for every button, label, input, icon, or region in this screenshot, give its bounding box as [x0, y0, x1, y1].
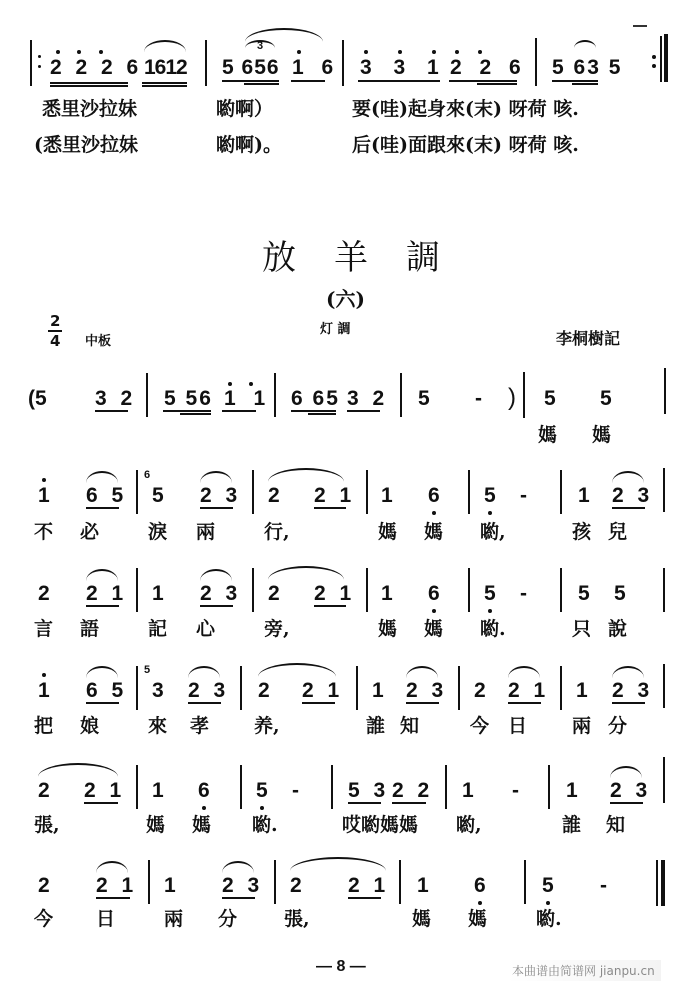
time-sig-top: 2: [50, 312, 61, 330]
note: 1: [152, 779, 164, 802]
time-sig-bottom: 4: [50, 332, 61, 350]
dash: -: [512, 779, 519, 802]
note-group: 3 2: [347, 387, 389, 410]
lyric: 媽: [378, 521, 398, 543]
lyric: 喲,: [480, 521, 506, 543]
underline: [188, 702, 221, 704]
lyric: 旁,: [264, 618, 290, 640]
scan-mark: [633, 25, 647, 27]
lyric: 孩: [572, 521, 592, 543]
note-group: 2 3: [200, 582, 242, 605]
slur: [144, 40, 186, 52]
slur: [86, 569, 118, 581]
underline: [200, 605, 233, 607]
slur: [508, 666, 540, 678]
note: 5: [544, 387, 556, 410]
underline: [291, 80, 325, 82]
note-group: 5 56: [164, 387, 213, 410]
octave-dot: [77, 50, 81, 54]
lyric-line2-c: 后(哇)面跟來(末) 呀荷 咳.: [352, 134, 579, 156]
lyric: 分: [218, 908, 238, 930]
note: 1: [381, 582, 393, 605]
slur: [86, 666, 118, 678]
dash: -: [520, 582, 527, 605]
underline: [95, 410, 128, 412]
lyric: 兒: [608, 521, 628, 543]
lyric: 行,: [264, 521, 290, 543]
low-octave-dot: [432, 511, 436, 515]
lyric: 淚: [148, 521, 168, 543]
slur: [574, 40, 596, 48]
note: 2: [258, 679, 270, 702]
underline: [477, 83, 517, 85]
lyric: 媽: [468, 908, 488, 930]
low-octave-dot: [432, 609, 436, 613]
low-octave-dot: [478, 901, 482, 905]
barline: [136, 666, 138, 710]
note-group: 2 1: [86, 582, 128, 605]
underline: [406, 702, 439, 704]
note: 5: [152, 484, 164, 507]
barline: [136, 568, 138, 612]
notes-measure-2b: 1 6: [292, 56, 340, 79]
lyric: 誰: [366, 715, 386, 737]
final-barline-thin: [656, 860, 658, 906]
genre-label: 灯 調: [320, 322, 351, 337]
dash: -: [600, 874, 607, 897]
dash: -: [292, 779, 299, 802]
note-group: 5 3: [348, 779, 390, 802]
underline: [302, 702, 335, 704]
note: 1: [372, 679, 384, 702]
lyric-line1-c: 要(哇)起身來(末) 呀荷 咳.: [352, 98, 579, 120]
note-group: 6 5: [86, 679, 128, 702]
underline: [222, 410, 256, 412]
barline: [240, 765, 242, 809]
note-group: 2 1: [302, 679, 344, 702]
barline: [356, 666, 358, 710]
slur: [200, 471, 232, 483]
note: (5: [28, 387, 47, 410]
barline: [523, 372, 525, 418]
tempo-marking: 中板: [85, 334, 112, 349]
underline: [508, 702, 541, 704]
song-title: 放羊調: [262, 238, 478, 278]
tie: [38, 763, 118, 777]
slur: [610, 766, 642, 778]
note: 1: [152, 582, 164, 605]
barline: [331, 765, 333, 809]
barline: [663, 468, 665, 512]
underline: [347, 410, 380, 412]
note-group: 2 1: [508, 679, 550, 702]
slur: [612, 471, 644, 483]
lyric: 誰: [562, 814, 582, 836]
low-octave-dot: [546, 901, 550, 905]
note: 5: [578, 582, 590, 605]
octave-dot: [56, 50, 60, 54]
notes-measure-1: 2 2 2 6: [50, 56, 143, 79]
barline: [252, 568, 254, 612]
underline: [180, 413, 211, 415]
note-group: 2 3: [188, 679, 230, 702]
lyric: 只: [572, 618, 592, 640]
note: 1: [566, 779, 578, 802]
grace-note: 6: [144, 469, 151, 481]
barline: [535, 38, 537, 86]
low-octave-dot: [260, 806, 264, 810]
underline: [86, 702, 119, 704]
note: 5: [418, 387, 430, 410]
barline: [663, 757, 665, 803]
lyric: 喲.: [480, 618, 506, 640]
lyric: 來: [148, 715, 168, 737]
underline: [86, 605, 119, 607]
lyric: 不: [34, 521, 54, 543]
note: 2: [268, 484, 280, 507]
underline: [96, 897, 130, 899]
note: 1: [38, 484, 50, 507]
note: 5: [542, 874, 554, 897]
lyric: 語: [80, 618, 100, 640]
low-octave-dot: [488, 511, 492, 515]
slur: [612, 666, 644, 678]
lyric: 兩: [572, 715, 592, 737]
note: 6: [428, 582, 440, 605]
lyric: 孝: [190, 715, 210, 737]
lyric-line1-b: 喲啊）: [216, 98, 274, 120]
lyric: 知: [400, 715, 420, 737]
lyric: 心: [196, 618, 216, 640]
slur: [222, 861, 254, 873]
tie: [290, 857, 386, 871]
lyric-line2-b: 喲啊)。: [216, 134, 282, 156]
lyric: 媽: [538, 424, 558, 446]
lyric: 把: [34, 715, 54, 737]
final-barline-thick: [661, 860, 665, 906]
note-group: 2 3: [610, 779, 652, 802]
underline: [308, 413, 336, 415]
note-group: 2 3: [612, 679, 654, 702]
lyric-line2-a: (悉里沙拉妹: [34, 134, 138, 156]
lyric: 今: [470, 715, 490, 737]
lyric: 媽: [192, 814, 212, 836]
lyric: 張,: [34, 814, 60, 836]
note: 2: [290, 874, 302, 897]
note: 5: [256, 779, 268, 802]
note-group: 2 1: [96, 874, 138, 897]
lyric: 日: [508, 715, 528, 737]
repeat-barline: [660, 36, 662, 82]
note-group: 6 5: [86, 484, 128, 507]
barline: [664, 368, 666, 414]
note: 1: [417, 874, 429, 897]
octave-dot: [249, 382, 253, 386]
lyric: 張,: [284, 908, 310, 930]
note: 2: [474, 679, 486, 702]
octave-dot: [99, 50, 103, 54]
lyric: 喲.: [536, 908, 562, 930]
lyric-line1-a: 悉里沙拉妹: [42, 98, 138, 120]
barline: [458, 666, 460, 710]
underline: [50, 85, 128, 87]
paren: ): [508, 384, 516, 411]
underline: [612, 507, 645, 509]
underline: [449, 80, 517, 82]
note-group: 1 1: [224, 387, 272, 410]
lyric: 媽: [378, 618, 398, 640]
slur: [96, 861, 128, 873]
barline: [560, 470, 562, 514]
underline: [142, 85, 187, 87]
underline: [314, 605, 346, 607]
underline: [50, 82, 128, 84]
note: 6: [198, 779, 210, 802]
octave-dot: [42, 673, 46, 677]
barline: [548, 765, 550, 809]
underline: [348, 897, 381, 899]
slur: [406, 666, 438, 678]
barline: [663, 568, 665, 612]
barline: [274, 860, 276, 904]
lyric: 兩: [196, 521, 216, 543]
note-group: 2 1: [314, 484, 356, 507]
note: 5: [614, 582, 626, 605]
tie: [268, 566, 344, 580]
slur: [200, 569, 232, 581]
underline: [572, 83, 598, 85]
lyric: 兩: [164, 908, 184, 930]
triplet-mark: 3: [257, 40, 264, 52]
octave-dot: [455, 50, 459, 54]
barline: [240, 666, 242, 710]
octave-dot: [398, 50, 402, 54]
note: 6: [428, 484, 440, 507]
note: 6: [474, 874, 486, 897]
notes-measure-2: 5 656: [222, 56, 280, 79]
watermark: 本曲谱由简谱网 jianpu.cn: [506, 960, 661, 981]
repeat-dot: [652, 55, 656, 59]
barline: [524, 860, 526, 904]
note: 1: [381, 484, 393, 507]
octave-dot: [297, 50, 301, 54]
barline: [136, 470, 138, 514]
barline: [252, 470, 254, 514]
underline: [86, 507, 119, 509]
repeat-barline-thick: [664, 34, 668, 82]
note: 2: [38, 874, 50, 897]
barline: [560, 568, 562, 612]
lyric: 記: [148, 618, 168, 640]
notes-measure-4: 5 63 5: [552, 56, 623, 79]
note: 1: [38, 679, 50, 702]
notes-measure-1b: 1612: [144, 56, 187, 79]
barline: [342, 40, 344, 86]
note-group: 2 1: [314, 582, 356, 605]
lyric: 今: [34, 908, 54, 930]
barline: [148, 860, 150, 904]
note: 1: [164, 874, 176, 897]
barline: [399, 860, 401, 904]
barline: [30, 40, 32, 86]
barline: [468, 470, 470, 514]
octave-dot: [228, 382, 232, 386]
note-group: 6 65: [291, 387, 340, 410]
octave-dot: [478, 50, 482, 54]
page-number: — 8 —: [316, 958, 366, 975]
song-number: (六): [326, 287, 365, 311]
repeat-dot: [652, 64, 656, 68]
barline: [136, 765, 138, 809]
barline: [366, 470, 368, 514]
lyric: 养,: [254, 715, 280, 737]
barline: [560, 666, 562, 710]
notes-measure-3: 3 3 1: [360, 56, 447, 79]
dash: -: [520, 484, 527, 507]
dash: -: [475, 387, 482, 410]
note: 3: [152, 679, 164, 702]
barline: [445, 765, 447, 809]
barline: [663, 664, 665, 708]
underline: [612, 702, 645, 704]
note-group: 2 3: [222, 874, 264, 897]
recorder-credit: 李桐樹記: [556, 329, 621, 348]
tie: [268, 468, 344, 482]
note: 1: [576, 679, 588, 702]
lyric: 說: [608, 618, 628, 640]
note-group: 2 1: [84, 779, 126, 802]
lyric: 喲.: [252, 814, 278, 836]
repeat-dot: [38, 55, 41, 58]
lyric: 分: [608, 715, 628, 737]
note: 2: [268, 582, 280, 605]
underline: [392, 802, 426, 804]
tie: [258, 663, 336, 677]
underline: [163, 410, 211, 412]
lyric: 媽: [412, 908, 432, 930]
lyric: 媽: [592, 424, 612, 446]
note-group: 2 3: [200, 484, 242, 507]
note: 5: [600, 387, 612, 410]
octave-dot: [432, 50, 436, 54]
octave-dot: [42, 478, 46, 482]
barline: [146, 373, 148, 417]
note: 2: [38, 779, 50, 802]
barline: [274, 373, 276, 417]
underline: [358, 80, 440, 82]
note: 5: [484, 582, 496, 605]
grace-note: 5: [144, 664, 151, 676]
note-group: 2 3: [612, 484, 654, 507]
slur: [188, 666, 220, 678]
note-group: 2 2: [392, 779, 434, 802]
note: 1: [578, 484, 590, 507]
underline: [244, 83, 279, 85]
notes-measure-3b: 2 2 6: [450, 56, 527, 79]
lyric: 哎喲媽媽: [342, 814, 419, 836]
underline: [291, 410, 336, 412]
lyric: 喲,: [456, 814, 482, 836]
underline: [142, 82, 187, 84]
note-group: 2 3: [406, 679, 448, 702]
underline: [222, 80, 279, 82]
lyric: 媽: [424, 521, 444, 543]
underline: [610, 802, 643, 804]
barline: [468, 568, 470, 612]
underline: [552, 80, 598, 82]
lyric: 知: [606, 814, 626, 836]
note: 5: [484, 484, 496, 507]
low-octave-dot: [202, 806, 206, 810]
note-group: 3 2: [95, 387, 137, 410]
note: 1: [462, 779, 474, 802]
lyric: 媽: [146, 814, 166, 836]
repeat-dot: [38, 65, 41, 68]
lyric: 言: [34, 618, 54, 640]
barline: [205, 40, 207, 86]
lyric: 媽: [424, 618, 444, 640]
underline: [348, 802, 381, 804]
underline: [200, 507, 233, 509]
underline: [222, 897, 255, 899]
lyric: 日: [96, 908, 116, 930]
low-octave-dot: [488, 609, 492, 613]
note-group: 2 1: [348, 874, 390, 897]
barline: [366, 568, 368, 612]
barline: [400, 373, 402, 417]
note: 2: [38, 582, 50, 605]
underline: [84, 802, 118, 804]
lyric: 娘: [80, 715, 100, 737]
lyric: 必: [80, 521, 100, 543]
octave-dot: [364, 50, 368, 54]
underline: [314, 507, 346, 509]
slur: [86, 471, 118, 483]
